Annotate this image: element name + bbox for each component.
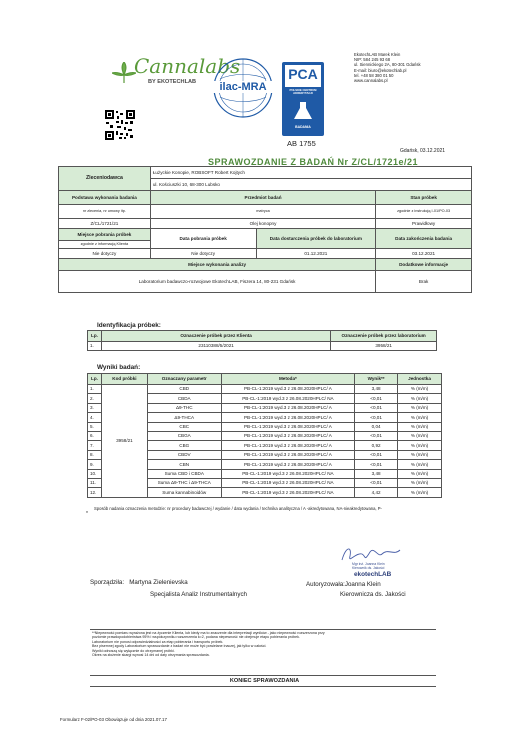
row-unit: % (m/m): [398, 413, 442, 422]
brand-logo: [112, 52, 241, 92]
row-lp: 11.: [88, 478, 102, 487]
analysis-place-label: Miejsce wykonania analizy: [59, 259, 376, 271]
row-param: Δ9-THCA: [147, 413, 221, 422]
pca-caption: POLSKIE CENTRUM AKREDYTACJI: [289, 88, 317, 96]
row-result: <0,01: [355, 431, 398, 440]
note-line: Laboratorium nie ponosi odpowiedzialności za etap pobierania i transportu próbek.: [92, 639, 224, 644]
zleceniodawca-label: Zleceniodawca: [59, 167, 151, 191]
note-line: Wyniki odnoszą się wyłącznie do otrzymanej próbki.: [92, 648, 175, 653]
state-label: Stan próbek: [376, 191, 472, 205]
report-title-label: SPRAWOZDANIE Z BADAŃ Nr: [208, 157, 352, 167]
row-result: <0,01: [355, 460, 398, 469]
row-param: Δ9-THC: [147, 403, 221, 412]
row-method: PB-CL-1:2019 wyd.3 z 26.08.2020HPLC/ NA: [221, 394, 355, 403]
row-result: <0,01: [355, 403, 398, 412]
row-param: CBDA: [147, 394, 221, 403]
row-lp: 6.: [88, 431, 102, 440]
row-unit: % (m/m): [398, 488, 442, 497]
res-header-param: Oznaczany parametr: [147, 374, 221, 385]
row-result: 3,48: [355, 385, 398, 394]
brand-sub: BY EKOTECHLAB: [148, 79, 197, 85]
row-lp: 1.: [88, 385, 102, 394]
row-param: CBD: [147, 385, 221, 394]
row-lp: 12.: [88, 488, 102, 497]
row-lp: 4.: [88, 413, 102, 422]
footnote: Sposób nadania oznaczenia metodzie: nr procedury badawczej / wydanie / data wydania / technika analityczna / A -akredytowana, NA-nieakredytowana, P-: [94, 506, 382, 511]
row-unit: % (m/m): [398, 478, 442, 487]
client-table: [58, 166, 472, 293]
stamp-logo: ekotechLAB: [354, 571, 392, 578]
row-param: Suma Δ9-THC i Δ9-THCA: [147, 478, 221, 487]
row-lp: 8.: [88, 450, 102, 459]
subject-label: Przedmiot badań: [150, 191, 375, 205]
delivery-date-value: 01.12.2021: [256, 249, 376, 259]
row-result: 3,48: [355, 469, 398, 478]
row-method: PB-CL-1:2019 wyd.3 z 26.08.2020HPLC/ NA: [221, 488, 355, 497]
note-line: poziomie prawdopodobieństwa 95% i współczynniku rozszerzenia k=2, podana niepewność nie obejmuje etapu pobierania próbek.: [92, 635, 300, 640]
state-sub: zgodnie z instrukcją I-01/PO-03: [376, 205, 472, 219]
row-unit: % (m/m): [398, 460, 442, 469]
flask-icon: [293, 102, 313, 120]
authorized-name: Joanna Klein: [344, 581, 381, 588]
company-info: [354, 52, 474, 83]
prepared-by: [90, 579, 188, 586]
delivery-label: Data dostarczenia próbek do laboratorium: [256, 229, 376, 249]
id-client-code: 23110388/5/2021: [101, 342, 330, 351]
row-lp: 9.: [88, 460, 102, 469]
note-line: Okres na złożenie skargi wynosi 14 dni od daty otrzymania sprawozdania.: [92, 653, 210, 658]
row-param: CBG: [147, 441, 221, 450]
row-result: <0,01: [355, 450, 398, 459]
end-of-report: KONIEC SPRAWOZDANIA: [229, 678, 300, 684]
end-divider-bottom: [90, 686, 436, 687]
row-unit: % (m/m): [398, 394, 442, 403]
end-date-value: 03.12.2021: [376, 249, 472, 259]
id-lab-code: 3958/21: [331, 342, 437, 351]
row-result: <0,01: [355, 478, 398, 487]
ilac-text: ilac-MRA: [213, 81, 273, 93]
company-line: www.cannalabs.pl: [354, 78, 388, 84]
id-header-lp: Lp.: [88, 331, 102, 342]
company-line: E-mail: biuro@ekotechlab.pl: [354, 67, 407, 73]
row-method: PB-CL-1:2019 wyd.3 z 26.08.2020HPLC/ A: [221, 450, 355, 459]
row-method: PB-CL-1:2019 wyd.3 z 26.08.2020HPLC/ A: [221, 422, 355, 431]
client-address: ul. Kościuszki 10, 68-300 Lubsko: [150, 179, 471, 191]
notes: [92, 631, 438, 657]
id-lp: 1.: [88, 342, 102, 351]
row-result: 0,04: [355, 422, 398, 431]
signature-stamp: [338, 544, 408, 580]
extra-info-value: Brak: [376, 271, 472, 293]
row-method: PB-CL-1:2019 wyd.3 z 26.08.2020HPLC/ A: [221, 385, 355, 394]
res-header-result: Wynik**: [355, 374, 398, 385]
prepared-role: Specjalista Analiz Instrumentalnych: [150, 591, 247, 598]
row-param: CBN: [147, 460, 221, 469]
row-result: <0,01: [355, 394, 398, 403]
report-number: Z/CL/1721e/21: [351, 157, 419, 167]
extra-info-label: Dodatkowe informacje: [376, 259, 472, 271]
order-number: Z/CL/1721/21: [59, 219, 151, 229]
row-param: Suma kannabinoidów: [147, 488, 221, 497]
sampling-place-label: Miejsce pobrania próbek: [59, 229, 151, 241]
identification-table: [87, 330, 437, 351]
row-lp: 5.: [88, 422, 102, 431]
ilac-logo: [212, 57, 274, 119]
table-row: [88, 385, 442, 394]
form-footer: Formularz F-02/PO-03 Obowiązuje od dnia 2021.07.17: [60, 717, 167, 722]
res-header-unit: Jednostka: [398, 374, 442, 385]
sampling-place-sub: zgodnie z informacją Klienta: [59, 241, 151, 249]
state-value: Prawidłowy: [376, 219, 472, 229]
cannabis-leaf-icon: [112, 62, 136, 84]
row-method: PB-CL-1:2019 wyd.3 z 26.08.2020HPLC/ A: [221, 441, 355, 450]
authorized-label: Autoryzowała:: [306, 581, 345, 588]
pca-text: PCA: [288, 66, 318, 82]
authorized-role: Kierownicza ds. Jakości: [340, 591, 406, 598]
row-method: PB-CL-1:2019 wyd.3 z 26.08.2020HPLC/ NA: [221, 478, 355, 487]
company-line: tel. +48 58 380 01 50: [354, 72, 394, 78]
row-result: <0,01: [355, 413, 398, 422]
sampling-date-value: Nie dotyczy: [150, 249, 256, 259]
row-param: CBC: [147, 422, 221, 431]
id-header-lab: Oznaczenie próbek przez laboratorium: [331, 331, 437, 342]
subject-sub: matryca: [150, 205, 375, 219]
row-method: PB-CL-1:2019 wyd.3 z 26.08.2020HPLC/ A: [221, 431, 355, 440]
matrix-value: Olej konopny: [150, 219, 375, 229]
row-unit: % (m/m): [398, 431, 442, 440]
note-line: **Niepewność pomiaru wyrażona jest na życzenie Klienta, lub kiedy ma to znaczenie dla interpretacji wyników - jako niepewność rozszerzona przy: [92, 631, 325, 635]
row-param: CBGA: [147, 431, 221, 440]
prepared-label: Sporządziła:: [90, 579, 125, 586]
res-header-code: Kod próbki: [101, 374, 147, 385]
prepared-name: Martyna Zielenievska: [129, 579, 188, 586]
row-unit: % (m/m): [398, 385, 442, 394]
analysis-place-value: Laboratorium badawczo-rozwojowe EkotechLAB, Fiszera 14, 80-231 Gdańsk: [59, 271, 376, 293]
row-lp: 7.: [88, 441, 102, 450]
res-header-lp: Lp.: [88, 374, 102, 385]
client-name: Łużyckie Konopie, ROBSOFT Robert Kojtych: [150, 167, 471, 179]
row-result: 0,92: [355, 441, 398, 450]
row-method: PB-CL-1:2019 wyd.3 z 26.08.2020HPLC/ A: [221, 413, 355, 422]
basis-label: Podstawa wykonania badania: [59, 191, 151, 205]
sampling-date-label: [150, 229, 256, 249]
pca-logo: [282, 62, 324, 136]
row-unit: % (m/m): [398, 450, 442, 459]
row-result: 4,42: [355, 488, 398, 497]
authorized-by: [306, 581, 381, 588]
sampling-date-label-text: Data pobrania próbek: [179, 235, 227, 241]
row-lp: 3.: [88, 403, 102, 412]
company-line: ul. Siennickiego 2A, 80-301 Gdańsk: [354, 62, 421, 68]
end-label: Data zakończenia badania: [376, 229, 472, 249]
sample-code: 3958/21: [101, 385, 147, 498]
id-header-client: Oznaczenie próbek przez Klienta: [101, 331, 330, 342]
row-unit: % (m/m): [398, 441, 442, 450]
row-method: PB-CL-1:2019 wyd.3 z 26.08.2020HPLC/ NA: [221, 469, 355, 478]
row-method: PB-CL-1:2019 wyd.3 z 26.08.2020HPLC/ A: [221, 403, 355, 412]
ab-number: AB 1755: [287, 139, 316, 148]
row-method: PB-CL-1:2019 wyd.3 z 26.08.2020HPLC/ A: [221, 460, 355, 469]
brand-name: Cannalabs: [134, 54, 241, 78]
row-unit: % (m/m): [398, 422, 442, 431]
qr-code: [105, 110, 135, 140]
end-divider-top: [90, 675, 436, 676]
results-title: Wyniki badań:: [97, 364, 141, 371]
row-unit: % (m/m): [398, 403, 442, 412]
basis-sub: nr zlecenia, nr umowy itp.: [59, 205, 151, 219]
place-date: Gdańsk, 03.12.2021: [400, 148, 446, 154]
company-line: EkotechLAB Marek Klein: [354, 52, 401, 57]
row-unit: % (m/m): [398, 469, 442, 478]
notes-divider: [90, 629, 436, 630]
row-lp: 2.: [88, 394, 102, 403]
res-header-method: Metoda*: [221, 374, 355, 385]
results-table: [87, 373, 442, 498]
row-param: CBDV: [147, 450, 221, 459]
sampling-place-value: Nie dotyczy: [59, 249, 151, 259]
stamp-line-1: Mgr inż. Joanna Klein: [352, 562, 385, 566]
row-lp: 10.: [88, 469, 102, 478]
identification-title: Identyfikacja próbek:: [97, 322, 161, 329]
company-line: NIP: 584 245 93 68: [354, 57, 391, 63]
note-line: Bez pisemnej zgody Laboratorium sprawozdanie z badań nie może być powielane inaczej, jak tylko w całości.: [92, 644, 267, 649]
row-param: Suma CBD i CBDA: [147, 469, 221, 478]
pca-badania: BADANIA: [295, 125, 311, 129]
stamp-line-2: Kierownik ds. Jakości: [352, 566, 385, 570]
footnote-mark: *: [86, 511, 88, 517]
